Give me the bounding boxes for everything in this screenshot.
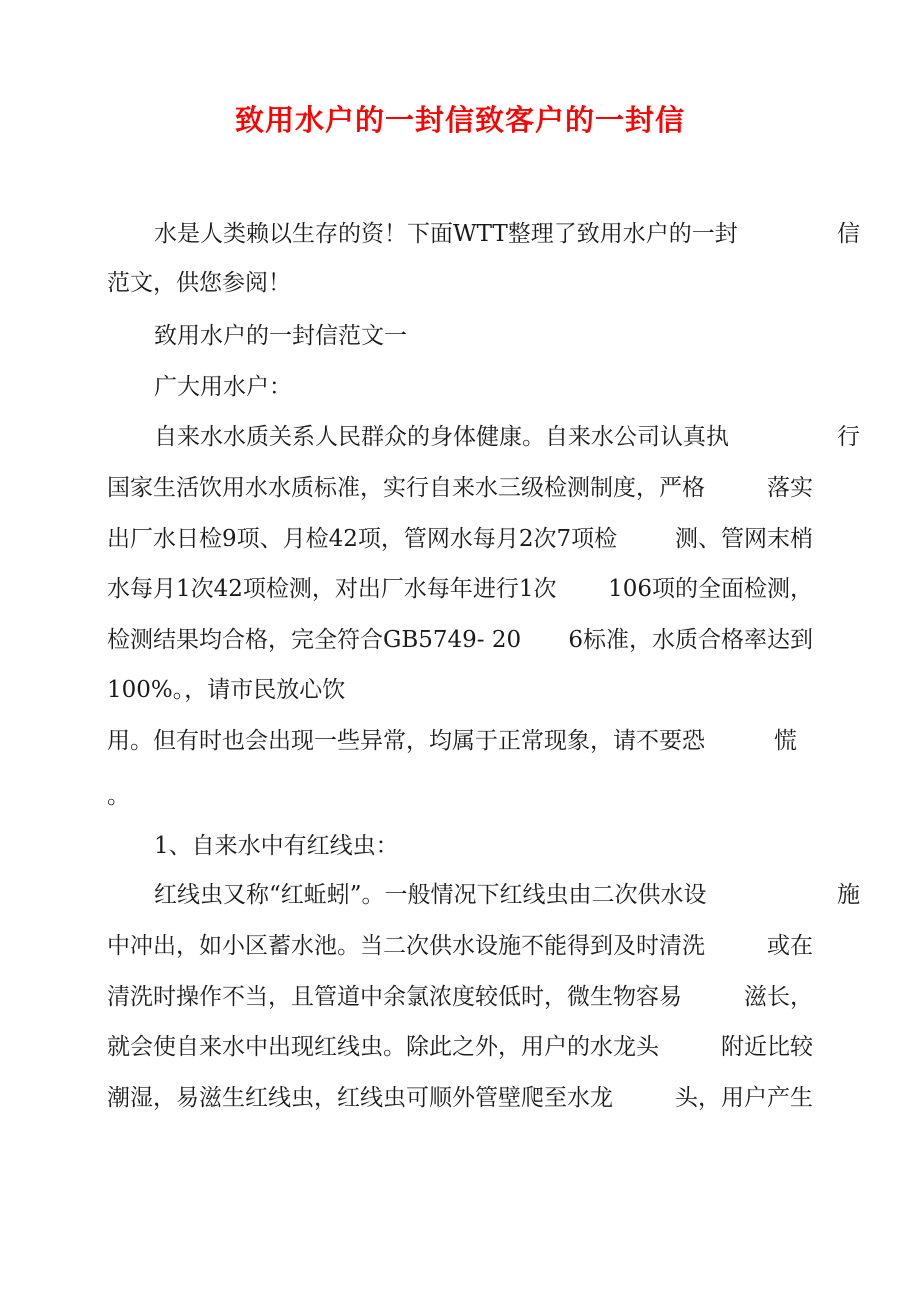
line-text-tail: 信 (837, 221, 860, 247)
line-text: 红线虫又称“红蚯蚓”。一般情况下红线虫由二次供水设 (154, 882, 707, 908)
line-text: 出厂水日检9项、月检42项，管网水每月2次7项检 (107, 526, 618, 552)
document-title: 致用水户的一封信致客户的一封信 (234, 103, 685, 137)
line-text: 用。但有时也会出现一些异常，均属于正常现象，请不要恐 (107, 728, 705, 754)
paragraph-line (107, 571, 813, 607)
paragraph-line (107, 470, 813, 506)
line-text: 广大用水户： (154, 374, 292, 400)
line-text: 水是人类赖以生存的资！下面WTT整理了致用水户的一封 (154, 221, 738, 247)
paragraph-line (107, 928, 813, 964)
paragraph-line (107, 521, 813, 557)
line-text-tail: 施 (837, 882, 860, 908)
line-text-tail: 测、管网末梢 (675, 526, 813, 552)
line-text: 就会使自来水中出现红线虫。除此之外，用户的水龙头 (107, 1034, 659, 1060)
line-text: 清洗时操作不当，且管道中余氯浓度较低时，微生物容易 (107, 984, 682, 1010)
paragraph-line (154, 216, 860, 252)
line-text: 水每月1次42项检测，对出厂水每年进行1次 (107, 576, 557, 602)
line-text: 潮湿，易滋生红线虫，红线虫可顺外管壁爬至水龙 (107, 1085, 613, 1111)
line-text: 检测结果均合格，完全符合GB5749- 20 (107, 627, 522, 653)
paragraph-line (107, 1029, 813, 1065)
line-text: 中冲出，如小区蓄水池。当二次供水设施不能得到及时清洗 (107, 933, 705, 959)
section-heading (154, 828, 874, 864)
line-text: 范文，供您参阅！ (107, 270, 291, 296)
paragraph-line (154, 419, 860, 455)
line-text: 100%。，请市民放心饮 (107, 677, 346, 703)
paragraph-line (107, 622, 813, 658)
paragraph-line (154, 877, 860, 913)
line-text-tail: 附近比较 (721, 1034, 813, 1060)
line-text-tail: 或在 (767, 933, 813, 959)
section-heading (154, 318, 874, 354)
paragraph-line (107, 979, 813, 1015)
line-text: 致用水户的一封信范文一 (154, 323, 407, 349)
salutation (154, 369, 874, 405)
line-text-tail: 落实 (767, 475, 813, 501)
line-text: 国家生活饮用水水质标准，实行自来水三级检测制度，严格 (107, 475, 705, 501)
line-text-tail: 慌 (774, 728, 797, 754)
paragraph-line (107, 265, 827, 301)
line-text-tail: 头，用户产生 (675, 1085, 813, 1111)
line-text-tail: 106项的全面检测， (608, 576, 813, 602)
line-text-tail: 滋长， (744, 984, 813, 1010)
paragraph-line (107, 672, 827, 708)
line-text-tail: 行 (837, 424, 860, 450)
line-text: 自来水水质关系人民群众的身体健康。自来水公司认真执 (154, 424, 729, 450)
line-text: 1、自来水中有红线虫： (154, 833, 399, 859)
line-text-tail: 6标准，水质合格率达到 (568, 627, 813, 653)
paragraph-line (107, 723, 797, 759)
line-text: 。 (107, 783, 130, 809)
paragraph-line (107, 1080, 813, 1116)
paragraph-line (107, 778, 827, 814)
